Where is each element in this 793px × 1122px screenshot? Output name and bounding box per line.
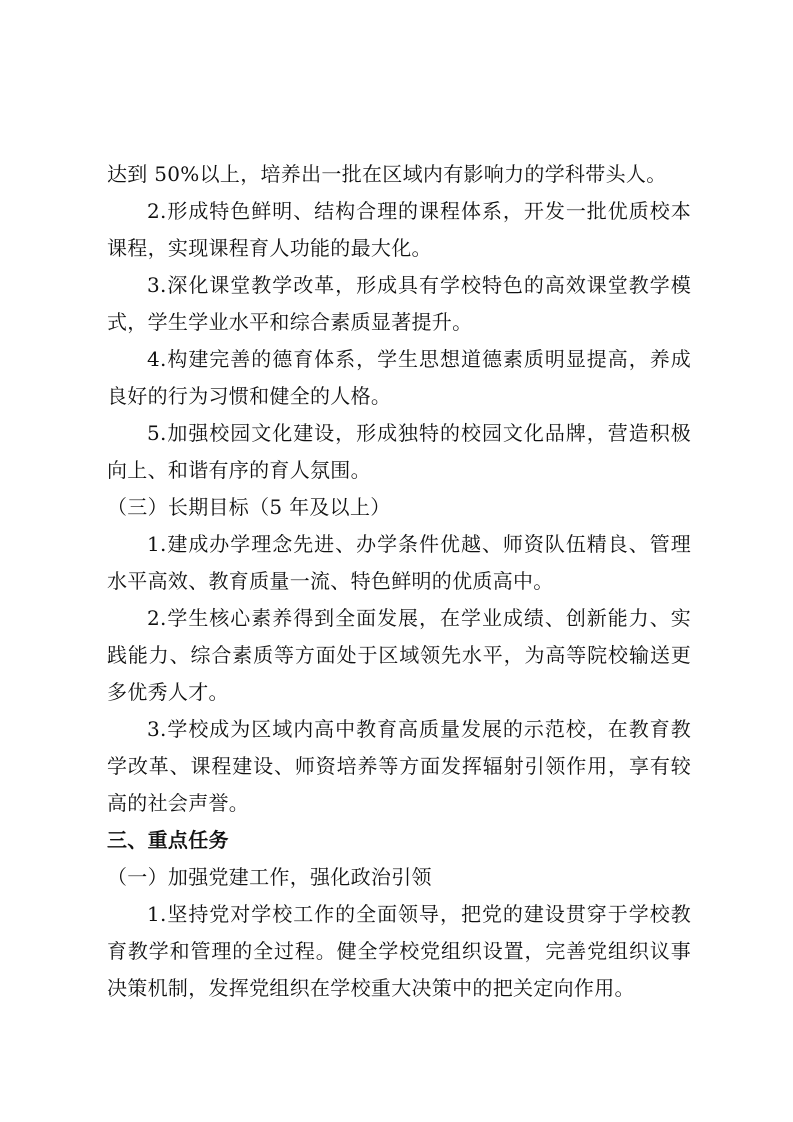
paragraph-goal-2: 2.形成特色鲜明、结构合理的课程体系，开发一批优质校本课程，实现课程育人功能的最大化。 bbox=[107, 199, 691, 260]
paragraph-long-term-3: 3.学校成为区域内高中教育高质量发展的示范校，在教育教学改革、课程建设、师资培养等方面发挥辐射引领作用，享有较高的社会声誉。 bbox=[107, 717, 691, 815]
document-body bbox=[107, 156, 691, 1007]
section-heading-key-tasks: 三、重点任务 bbox=[107, 828, 229, 852]
paragraph-party-building-1: 1.坚持党对学校工作的全面领导，把党的建设贯穿于学校教育教学和管理的全过程。健全学校党组织设置，完善党组织议事决策机制，发挥党组织在学校重大决策中的把关定向作用。 bbox=[107, 902, 691, 1000]
sub-heading-long-term-goals: （三）长期目标（5 年及以上） bbox=[107, 495, 391, 519]
paragraph-goal-3: 3.深化课堂教学改革，形成具有学校特色的高效课堂教学模式，学生学业水平和综合素质显著提升。 bbox=[107, 273, 691, 334]
paragraph-long-term-1: 1.建成办学理念先进、办学条件优越、师资队伍精良、管理水平高效、教育质量一流、特色鲜明的优质高中。 bbox=[107, 532, 691, 593]
paragraph-goal-4: 4.构建完善的德育体系，学生思想道德素质明显提高，养成良好的行为习惯和健全的人格。 bbox=[107, 347, 691, 408]
paragraph-goal-5: 5.加强校园文化建设，形成独特的校园文化品牌，营造积极向上、和谐有序的育人氛围。 bbox=[107, 421, 691, 482]
sub-heading-party-building: （一）加强党建工作，强化政治引领 bbox=[107, 865, 432, 889]
paragraph-continued: 达到 50%以上，培养出一批在区域内有影响力的学科带头人。 bbox=[107, 162, 667, 186]
paragraph-long-term-2: 2.学生核心素养得到全面发展，在学业成绩、创新能力、实践能力、综合素质等方面处于区域领先水平，为高等院校输送更多优秀人才。 bbox=[107, 606, 691, 704]
